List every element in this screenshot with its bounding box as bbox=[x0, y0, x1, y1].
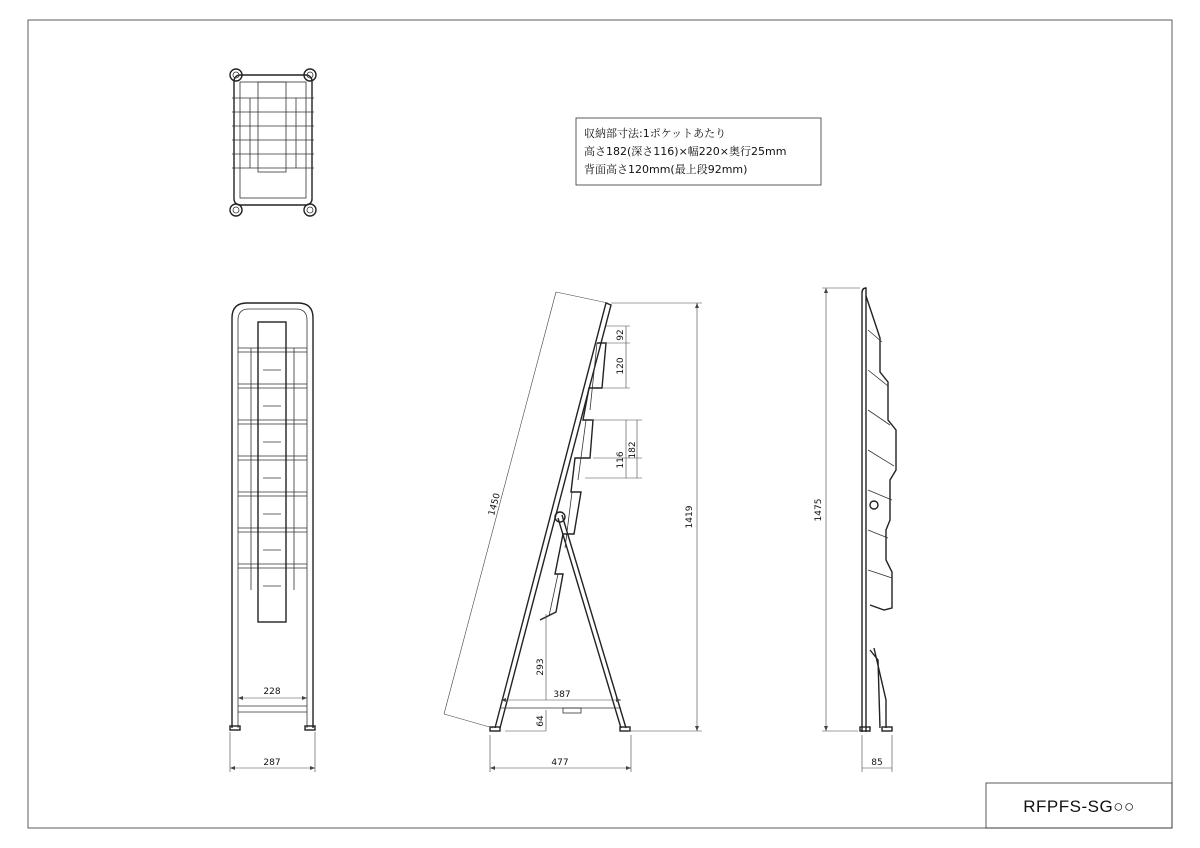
sheet-border bbox=[28, 20, 1172, 828]
dim-pocket-depth: 116 bbox=[616, 451, 626, 469]
dim-pocket-back: 120 bbox=[616, 357, 626, 375]
spec-note-line1: 収納部寸法:1ポケットあたり bbox=[584, 127, 727, 140]
front-view bbox=[230, 303, 315, 772]
dim-side-diagonal: 1450 bbox=[487, 492, 503, 517]
dim-side-height: 1419 bbox=[685, 505, 695, 529]
dim-front-inner-width: 228 bbox=[263, 687, 281, 697]
folded-view bbox=[822, 288, 896, 772]
dim-pocket-height: 182 bbox=[628, 441, 638, 459]
model-number: RFPFS-SG○○ bbox=[1023, 797, 1135, 816]
spec-note-line2: 高さ182(深さ116)×幅220×奥行25mm bbox=[584, 145, 787, 158]
dim-pocket-top-back: 92 bbox=[616, 329, 626, 341]
dim-side-foot-height: 64 bbox=[536, 715, 546, 727]
dim-side-depth-bottom: 477 bbox=[551, 758, 569, 768]
side-view bbox=[444, 292, 702, 772]
dim-folded-depth: 85 bbox=[871, 758, 883, 768]
dim-folded-height: 1475 bbox=[814, 498, 824, 522]
spec-note bbox=[576, 118, 821, 185]
dim-side-hinge-height: 293 bbox=[536, 658, 546, 676]
top-view bbox=[230, 69, 316, 216]
title-block bbox=[986, 783, 1172, 828]
spec-note-line3: 背面高さ120mm(最上段92mm) bbox=[584, 163, 748, 176]
dim-front-outer-width: 287 bbox=[263, 758, 281, 768]
dim-side-depth-top: 387 bbox=[553, 690, 571, 700]
